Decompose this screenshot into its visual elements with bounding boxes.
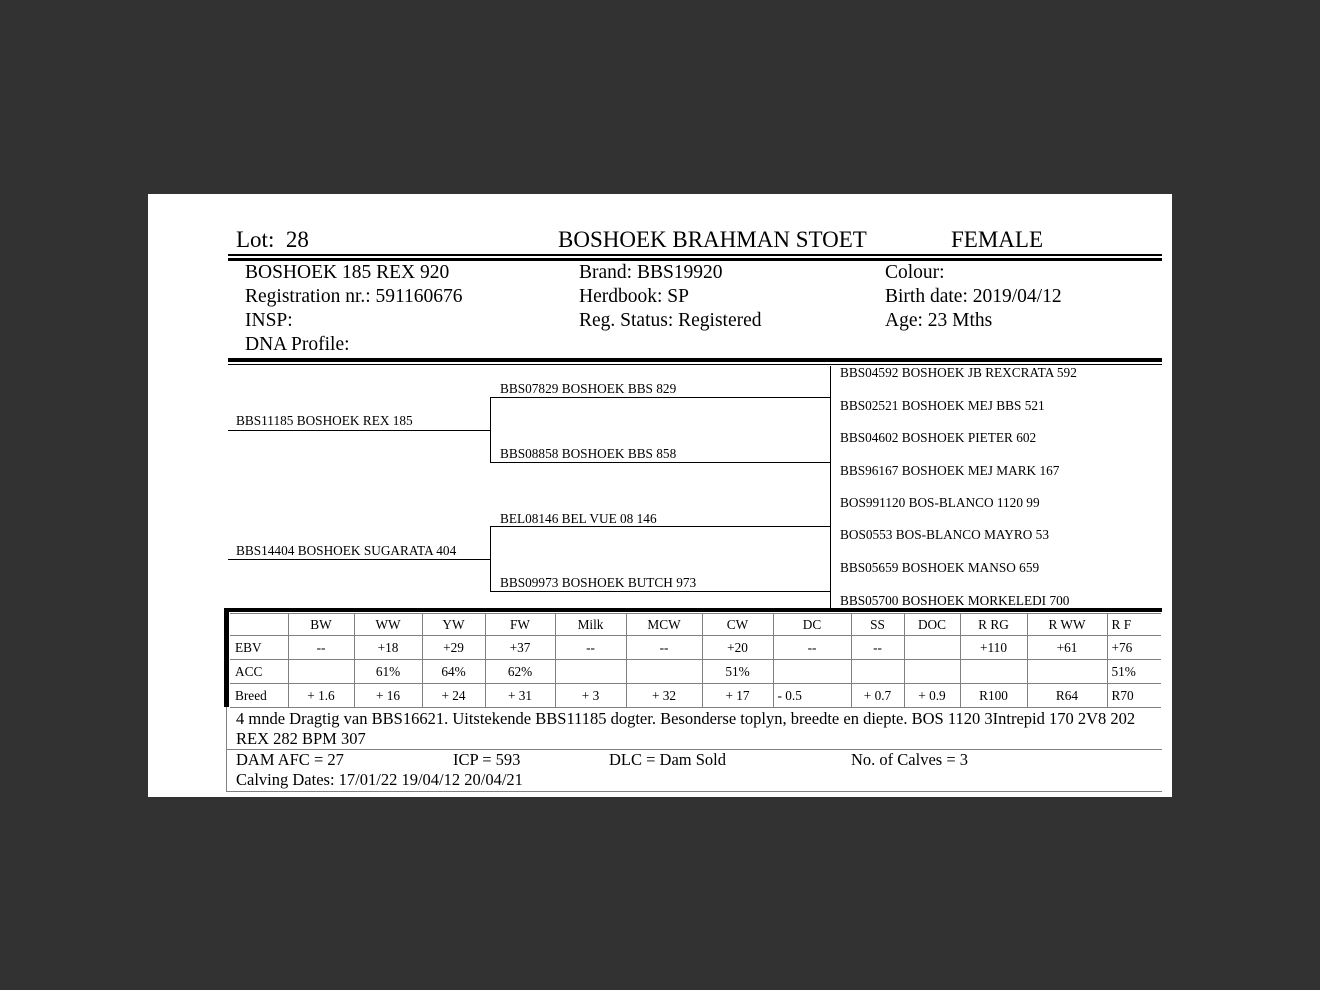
dam-afc: DAM AFC = 27	[236, 750, 344, 769]
ggp-name: BOS991120 BOS-BLANCO 1120 99	[840, 495, 1040, 510]
ebv-col-header: R F	[1107, 614, 1161, 636]
ebv-header-row	[230, 614, 1161, 636]
ebv-col-header: R WW	[1027, 614, 1107, 636]
breed-cell: + 1.6	[288, 684, 354, 708]
acc-cell	[851, 660, 904, 684]
ebv-cell: +37	[485, 636, 555, 660]
ebv-col-header: Milk	[555, 614, 626, 636]
ggp-name: BBS05659 BOSHOEK MANSO 659	[840, 560, 1040, 575]
lot-number: 28	[285, 227, 309, 252]
icp-value: ICP = 593	[453, 750, 521, 769]
ggp-name: BBS04592 BOSHOEK JB REXCRATA 592	[840, 365, 1077, 380]
breed-cell: + 16	[354, 684, 422, 708]
breed-cell: R64	[1027, 684, 1107, 708]
ebv-col-header: FW	[485, 614, 555, 636]
ebv-col-header: CW	[702, 614, 773, 636]
ebv-col-header: DC	[773, 614, 851, 636]
ggp-name: BOS0553 BOS-BLANCO MAYRO 53	[840, 527, 1049, 542]
ebv-cell: EBV	[230, 636, 288, 660]
ebv-row	[230, 636, 1161, 660]
registration-number: Registration nr.: 591160676	[245, 286, 463, 307]
header-rule-top	[228, 254, 1162, 256]
acc-cell: 62%	[485, 660, 555, 684]
ebv-cell: +29	[422, 636, 485, 660]
remarks-text: 4 mnde Dragtig van BBS16621. Uitstekende BBS11185 dogter. Besonderse toplyn, breedte en diepte. BOS 1120 3Intrepid 170 2V8 202 REX 282 BPM 307	[236, 709, 1136, 748]
ebv-cell: --	[626, 636, 702, 660]
dam-sire-name: BEL08146 BEL VUE 08 146	[500, 511, 657, 526]
brand-field: Brand: BBS19920	[579, 262, 723, 283]
reg-status-field: Reg. Status: Registered	[579, 310, 762, 331]
ebv-cell: --	[773, 636, 851, 660]
breed-cell: + 0.9	[904, 684, 960, 708]
breed-cell: + 32	[626, 684, 702, 708]
ebv-cell: --	[851, 636, 904, 660]
footer-rule	[226, 791, 1162, 792]
herdbook-field: Herdbook: SP	[579, 286, 689, 307]
sire-bracket	[490, 397, 491, 463]
ggp-name: BBS04602 BOSHOEK PIETER 602	[840, 430, 1037, 445]
ebv-cell: --	[555, 636, 626, 660]
sire-name: BBS11185 BOSHOEK REX 185	[236, 413, 413, 428]
dam-line	[228, 559, 490, 560]
ebv-cell: +20	[702, 636, 773, 660]
breed-cell: - 0.5	[773, 684, 851, 708]
ebv-cell: +18	[354, 636, 422, 660]
dna-profile-field: DNA Profile:	[245, 334, 350, 355]
acc-cell	[626, 660, 702, 684]
ggp-name: BBS02521 BOSHOEK MEJ BBS 521	[840, 398, 1045, 413]
breed-cell: R70	[1107, 684, 1161, 708]
stats-rule-top	[224, 608, 1162, 612]
ggp-name: BBS96167 BOSHOEK MEJ MARK 167	[840, 463, 1060, 478]
breed-row	[230, 684, 1161, 708]
animal-name: BOSHOEK 185 REX 920	[245, 262, 450, 283]
breed-cell: + 24	[422, 684, 485, 708]
dlc-value: DLC = Dam Sold	[609, 750, 727, 769]
acc-cell	[1027, 660, 1107, 684]
sire-sire-line	[490, 397, 830, 398]
ebv-col-header	[230, 614, 288, 636]
ebv-col-header: YW	[422, 614, 485, 636]
stats-rule-left	[224, 608, 229, 707]
colour-field: Colour:	[885, 262, 945, 283]
ebv-cell: +61	[1027, 636, 1107, 660]
ebv-col-header: BW	[288, 614, 354, 636]
ebv-col-header: MCW	[626, 614, 702, 636]
breeder-name: BOSHOEK BRAHMAN STOET	[558, 227, 867, 252]
acc-cell: 51%	[1107, 660, 1161, 684]
acc-cell	[288, 660, 354, 684]
ebv-col-header: SS	[851, 614, 904, 636]
age-field: Age: 23 Mths	[885, 310, 993, 331]
dam-sire-line	[490, 526, 830, 527]
acc-cell: 51%	[702, 660, 773, 684]
breed-cell: + 3	[555, 684, 626, 708]
ggp-name: BBS05700 BOSHOEK MORKELEDI 700	[840, 593, 1070, 608]
dam-dam-name: BBS09973 BOSHOEK BUTCH 973	[500, 575, 697, 590]
ggp-bracket-3	[830, 496, 831, 561]
sire-dam-line	[490, 462, 830, 463]
header-rule-bottom	[228, 258, 1162, 261]
lot-card	[148, 194, 1172, 797]
ebv-cell: +76	[1107, 636, 1161, 660]
lot-label: Lot: 28	[236, 227, 309, 252]
ggp-bracket-1	[830, 366, 831, 431]
birth-date-field: Birth date: 2019/04/12	[885, 286, 1062, 307]
breed-cell: Breed	[230, 684, 288, 708]
calving-dates: Calving Dates: 17/01/22 19/04/12 20/04/21	[236, 770, 523, 789]
info-rule	[228, 358, 1162, 362]
breed-cell: R100	[960, 684, 1027, 708]
acc-cell	[904, 660, 960, 684]
ebv-col-header: R RG	[960, 614, 1027, 636]
dam-dam-line	[490, 591, 830, 592]
calves-count: No. of Calves = 3	[851, 750, 968, 769]
dam-bracket	[490, 527, 491, 592]
insp-field: INSP:	[245, 310, 293, 331]
acc-cell: 64%	[422, 660, 485, 684]
acc-cell: ACC	[230, 660, 288, 684]
ebv-col-header: DOC	[904, 614, 960, 636]
ebv-cell: --	[288, 636, 354, 660]
ebv-cell: +110	[960, 636, 1027, 660]
acc-cell	[555, 660, 626, 684]
acc-row	[230, 660, 1161, 684]
ebv-col-header: WW	[354, 614, 422, 636]
sex-label: FEMALE	[951, 227, 1043, 252]
ggp-bracket-2	[830, 431, 831, 496]
ggp-bracket-4	[830, 561, 831, 611]
acc-cell	[960, 660, 1027, 684]
acc-cell	[773, 660, 851, 684]
breed-cell: + 17	[702, 684, 773, 708]
dam-name: BBS14404 BOSHOEK SUGARATA 404	[236, 543, 457, 558]
breed-cell: + 31	[485, 684, 555, 708]
sire-sire-name: BBS07829 BOSHOEK BBS 829	[500, 381, 677, 396]
acc-cell: 61%	[354, 660, 422, 684]
ebv-table	[230, 613, 1161, 708]
sire-line	[228, 430, 490, 431]
ebv-cell	[904, 636, 960, 660]
breed-cell: + 0.7	[851, 684, 904, 708]
sire-dam-name: BBS08858 BOSHOEK BBS 858	[500, 446, 677, 461]
